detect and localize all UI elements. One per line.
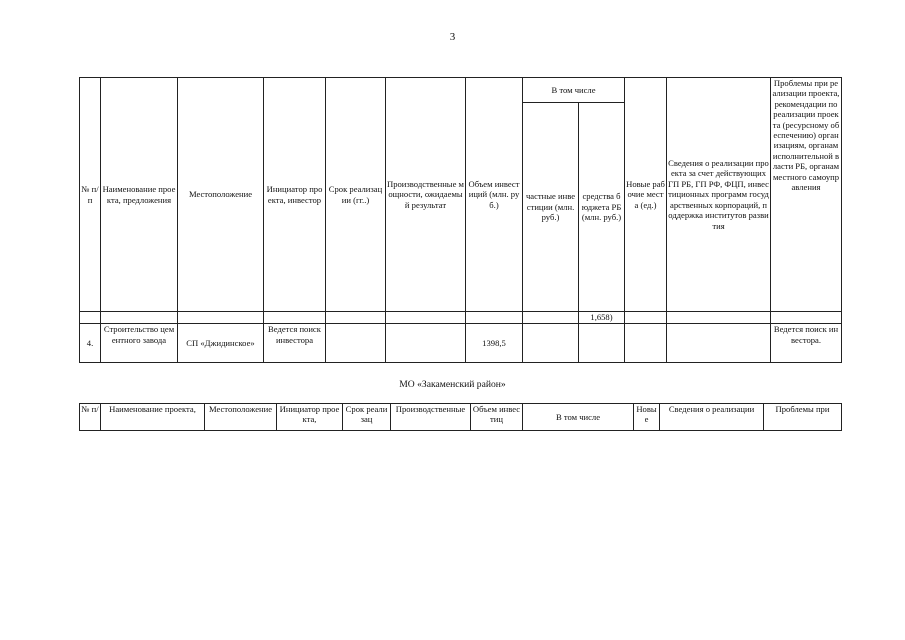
fragment-cell: [326, 312, 386, 324]
row-volume: 1398,5: [466, 324, 523, 363]
fragment-cell: [178, 312, 264, 324]
fragment-cell: [466, 312, 523, 324]
row-initiator: Ведется поиск инвестора: [264, 324, 326, 363]
fragment-cell: [101, 312, 178, 324]
fragment-budget: 1,658): [579, 312, 625, 324]
header-name: Наименование проекта,: [101, 404, 205, 431]
header-capacity: Производственные: [391, 404, 471, 431]
header-row-top: [80, 78, 842, 103]
fragment-cell: [625, 312, 667, 324]
header-jobs: Новые рабочие места (ед.): [625, 78, 667, 312]
table-row: [80, 324, 842, 363]
header-initiator: Инициатор проекта, инвестор: [264, 78, 326, 312]
row-term: [326, 324, 386, 363]
header-problems: Проблемы при: [764, 404, 842, 431]
header-location: Местоположение: [205, 404, 277, 431]
header-initiator: Инициатор проекта,: [277, 404, 343, 431]
header-budget: средства бюджета РБ (млн. руб.): [579, 103, 625, 312]
header-including: В том числе: [523, 78, 625, 103]
row-location: СП «Джидинское»: [178, 324, 264, 363]
header-num: № п/п: [80, 78, 101, 312]
fragment-cell: [386, 312, 466, 324]
header-including: В том числе: [523, 404, 634, 431]
row-info: [667, 324, 771, 363]
fragment-cell: [771, 312, 842, 324]
header-term: Срок реализац: [343, 404, 391, 431]
header-problems: Проблемы при реализации проекта, рекомендации по реализации проекта (ресурсному обеспечению) организациям, органам исполнительной власти РБ, органам местного самоуправления: [771, 78, 842, 312]
fragment-cell: [667, 312, 771, 324]
header-term: Срок реализации (гг..): [326, 78, 386, 312]
region-title: МО «Закаменский район»: [399, 379, 506, 390]
header-info: Сведения о реализации проекта за счет действующих ГП РБ, ГП РФ, ФЦП, инвестиционных программ государственных корпораций, поддержка институтов развития: [667, 78, 771, 312]
header-volume: Объем инвестиций (млн. руб.): [466, 78, 523, 312]
header-volume: Объем инвестиц: [471, 404, 523, 431]
investment-projects-table: [79, 77, 842, 363]
fragment-row: [80, 312, 842, 324]
page-number: 3: [449, 31, 456, 43]
header-capacity: Производственные мощности, ожидаемый результат: [386, 78, 466, 312]
fragment-cell: [80, 312, 101, 324]
row-name: Строительство цементного завода: [101, 324, 178, 363]
row-private: [523, 324, 579, 363]
row-num: 4.: [80, 324, 101, 363]
row-capacity: [386, 324, 466, 363]
header-location: Местоположение: [178, 78, 264, 312]
row-budget: [579, 324, 625, 363]
header-jobs: Новые: [634, 404, 660, 431]
zakamensky-projects-table: [79, 403, 842, 431]
fragment-cell: [264, 312, 326, 324]
header-info: Сведения о реализации: [660, 404, 764, 431]
header-num: № п/: [80, 404, 101, 431]
fragment-cell: [523, 312, 579, 324]
row-problems: Ведется поиск инвестора.: [771, 324, 842, 363]
header-name: Наименование проекта, предложения: [101, 78, 178, 312]
header-private: частные инвестиции (млн. руб.): [523, 103, 579, 312]
row-jobs: [625, 324, 667, 363]
header-row: [80, 404, 842, 431]
